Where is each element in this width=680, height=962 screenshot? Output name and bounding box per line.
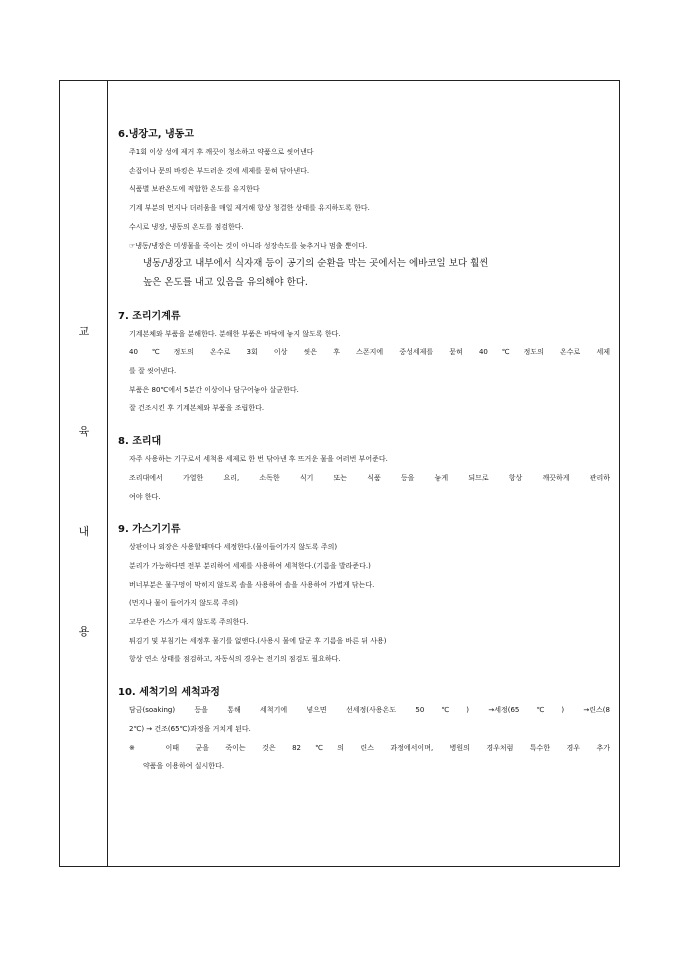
section-line: 약품을 이용하여 실시한다.: [143, 762, 225, 771]
section-line: 자주 사용하는 기구로서 세척용 세제로 한 번 닦아낸 후 뜨거운 물을 여러번 부어준다.: [129, 455, 388, 464]
section-line: 고무관은 가스가 새지 않도록 주의한다.: [129, 618, 249, 627]
section-title: 6.냉장고, 냉동고: [118, 129, 194, 140]
section-line: 수시로 냉장, 냉동의 온도를 점검한다.: [129, 222, 244, 231]
section-counter: [118, 433, 610, 506]
side-label-char: 용: [78, 625, 90, 638]
side-label-column: [60, 81, 108, 866]
section-line: 를 잘 씻어낸다.: [129, 367, 177, 376]
section-line: 조리대에서 가열한 요리, 소독한 식기 또는 식품 등을 놓게 되므로 항상 깨끗하게 관리하: [129, 473, 610, 482]
section-note: [118, 255, 610, 292]
side-label-char: 육: [78, 425, 90, 438]
section-line: 항상 연소 상태를 점검하고, 자동식의 경우는 전기의 점검도 필요하다.: [129, 655, 341, 664]
section-line: 버너부분은 물구멍이 막히지 않도록 솔을 사용하여 솔을 사용하여 가볍게 닦는다.: [129, 580, 375, 589]
section-line: 기계 부분의 먼지나 더러움을 매일 제거해 항상 청결한 상태를 유지하도록 한다.: [129, 204, 370, 213]
section-line: 높은 온도를 내고 있음을 유의해야 한다.: [143, 276, 308, 288]
content-body: [118, 126, 610, 791]
content-frame: [59, 80, 620, 867]
section-refrigerator: [118, 126, 610, 293]
section-line: 담금(soaking) 등을 통해 세척기에 넣으면 선세정(사용온도 50℃) →세정(65℃) →린스(8: [129, 706, 610, 715]
section-title: 8. 조리대: [118, 436, 162, 448]
section-line: 잘 건조시킨 후 기계본체와 부품을 조립한다.: [129, 404, 265, 413]
side-label-char: 내: [78, 525, 90, 538]
section-line: 40℃정도의 온수로 3회 이상 씻은 후 스폰지에 중성세제를 묻혀 40℃정도의 온수로 세제: [129, 348, 610, 357]
section-gas-appliances: [118, 521, 610, 669]
section-line: 식품별 보관온도에 적합한 온도를 유지한다: [129, 185, 260, 194]
section-line: 상판이나 외장은 사용할때마다 세정한다.(물이들어가지 않도록 주의): [129, 543, 338, 552]
section-line: ※ 이때 균을 죽이는 것은 82℃의 린스 과정에서이며, 병원의 경우처럼 특수한 경우 추가: [129, 743, 610, 752]
section-dishwasher: [118, 684, 610, 776]
section-line: 부품은 80℃에서 5분간 이상이나 담구어놓아 살균한다.: [129, 385, 299, 394]
section-title: 7. 조리기계류: [118, 310, 181, 322]
section-cooking-machines: [118, 308, 610, 419]
section-line: (먼지나 물이 들어가지 않도록 주의): [129, 599, 239, 608]
section-line: ☞냉동/냉장은 미생물을 죽이는 것이 아니라 성장속도를 늦추거나 멈출 뿐이다.: [129, 241, 368, 250]
section-line: 냉동/냉장고 내부에서 식자재 등이 공기의 순환을 막는 곳에서는 에바코일 보다 훨씬: [143, 258, 489, 270]
section-line: 여야 한다.: [129, 492, 161, 501]
section-title: 10. 세척기의 세척과정: [118, 687, 220, 699]
section-line: 분리가 가능하다면 전부 분리하여 세제를 사용하여 세척한다.(기름을 발라준다.): [129, 561, 371, 570]
section-line: 2℃) → 건조(65℃)과정을 거치게 된다.: [129, 724, 251, 733]
side-label-char: 교: [78, 325, 90, 338]
section-line: 주1회 이상 성에 제거 후 깨끗이 청소하고 약품으로 씻어낸다: [129, 148, 314, 156]
section-title: 9. 가스기기류: [118, 524, 181, 536]
section-line: 튀김기 및 부침기는 세정후 물기를 없앤다.(사용시 물에 달군 후 기름을 바른 뒤 사용): [129, 636, 387, 645]
section-line: 기계본체와 부품을 분해한다. 분해한 부품은 바닥에 놓지 않도록 한다.: [129, 329, 341, 338]
section-line: 손잡이나 문의 바킹은 부드러운 것에 세제를 묻혀 닦아낸다.: [129, 166, 310, 175]
